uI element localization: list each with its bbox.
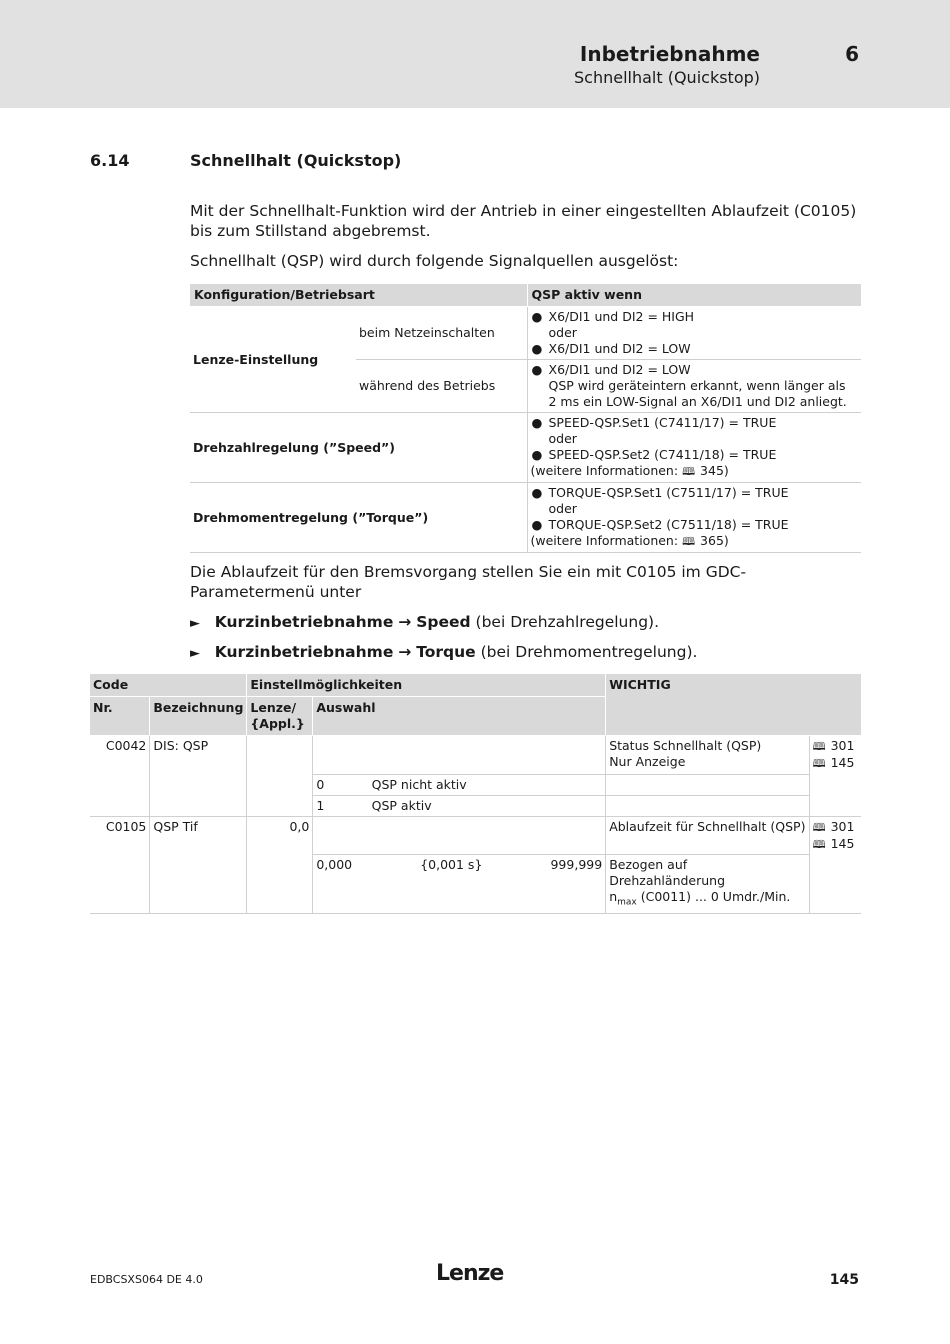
col-header-config: Konfiguration/Betriebsart — [190, 284, 527, 307]
document-code: EDBCSXS064 DE 4.0 — [90, 1273, 203, 1286]
bullet-icon: ● — [531, 447, 543, 462]
book-icon: 🕮 — [812, 757, 826, 770]
bullet-icon: ● — [531, 517, 543, 532]
spacer — [809, 774, 861, 795]
refs-c0105: 🕮 301 🕮 145 — [812, 818, 855, 851]
bullet-icon: ● — [531, 485, 543, 500]
header-code: Code — [90, 674, 247, 697]
col-header-qsp: QSP aktiv wenn — [527, 284, 861, 307]
lenze-logo: Lenze — [436, 1261, 504, 1286]
bullet-icon: ● — [531, 341, 543, 356]
lenze-c0105: 0,0 — [247, 816, 313, 855]
header-name: Bezeichnung — [150, 697, 247, 736]
important-c0105-detail: Bezogen auf Drehzahländerung $n_{max}$ (C0011) ... 0 Umdr./Min. — [606, 855, 809, 914]
spacer — [809, 795, 861, 816]
header-subtitle: Schnellhalt (Quickstop) — [574, 68, 760, 87]
option-text-0: QSP nicht aktiv — [369, 774, 606, 795]
signal-sources-paragraph: Schnellhalt (QSP) wird durch folgende Signalquellen ausgelöst: — [190, 252, 679, 270]
selection-c0105-empty — [313, 816, 606, 855]
arrow-right-icon: ► — [190, 616, 200, 631]
spacer — [606, 774, 809, 795]
book-icon: 🕮 — [682, 465, 696, 478]
spacer — [606, 795, 809, 816]
code-c0105: C0105 — [90, 816, 150, 855]
section-number: 6.14 — [90, 151, 130, 170]
option-value-1: 1 — [313, 795, 369, 816]
power-on-conditions: ● X6/DI1 und DI2 = HIGH oder ● X6/DI1 und DI2 = LOW — [527, 307, 861, 360]
spacer — [90, 795, 150, 816]
section-title: Schnellhalt (Quickstop) — [190, 151, 402, 170]
nav-step-speed: ► Kurzinbetriebnahme → Speed (bei Drehzahlregelung). — [190, 613, 660, 631]
book-icon: 🕮 — [812, 837, 826, 851]
book-icon: 🕮 — [682, 535, 696, 548]
lenze-c0042 — [247, 736, 313, 775]
spacer — [90, 774, 150, 795]
chapter-number: 6 — [845, 42, 859, 66]
bullet-icon: ● — [531, 415, 543, 430]
spacer — [247, 795, 313, 816]
important-c0105: Ablaufzeit für Schnellhalt (QSP) — [606, 816, 809, 855]
parameter-table — [90, 674, 861, 914]
name-c0105: QSP Tif — [150, 816, 247, 855]
option-text-1: QSP aktiv — [369, 795, 606, 816]
arrow-icon: → — [398, 613, 412, 631]
speed-mode-label: Drehzahlregelung (”Speed”) — [190, 413, 527, 483]
ablaufzeit-paragraph: Die Ablaufzeit für den Bremsvorgang stellen Sie ein mit C0105 im GDC-Parametermenü unter — [190, 563, 747, 601]
operation-label: während des Betriebs — [356, 360, 527, 413]
book-icon: 🕮 — [812, 820, 826, 834]
torque-conditions: ● TORQUE-QSP.Set1 (C7511/17) = TRUE oder ● TORQUE-QSP.Set2 (C7511/18) = TRUE (weitere Informationen: 🕮 365) — [527, 483, 861, 553]
torque-mode-label: Drehmomentregelung (”Torque”) — [190, 483, 527, 553]
header-important: WICHTIG — [606, 674, 861, 736]
page-header — [0, 0, 950, 108]
operation-conditions: ● X6/DI1 und DI2 = LOW QSP wird geräteintern erkannt, wenn länger als 2 ms ein LOW-Signal an X6/DI1 und DI2 anliegt. — [527, 360, 861, 413]
name-c0042: DIS: QSP — [150, 736, 247, 775]
arrow-right-icon: ► — [190, 646, 200, 661]
intro-paragraph: Mit der Schnellhalt-Funktion wird der Antrieb in einer eingestellten Ablaufzeit (C0105) bis zum Stillstand abgebremst. — [190, 202, 857, 240]
code-c0042: C0042 — [90, 736, 150, 775]
range-c0105: 0,000 {0,001 s} 999,999 — [313, 855, 606, 914]
spacer — [809, 855, 861, 914]
book-icon: 🕮 — [812, 740, 826, 753]
bullet-icon: ● — [531, 309, 543, 324]
header-settings: Einstellmöglichkeiten — [247, 674, 606, 697]
spacer — [150, 774, 247, 795]
refs-c0042: 🕮 301 🕮 145 — [812, 738, 855, 770]
header-selection: Auswahl — [313, 697, 606, 736]
spacer — [90, 855, 150, 914]
page-number: 145 — [829, 1272, 859, 1288]
option-value-0: 0 — [313, 774, 369, 795]
power-on-label: beim Netzeinschalten — [356, 307, 527, 360]
qsp-trigger-table — [190, 284, 861, 553]
header-lenze-appl: Lenze/ {Appl.} — [247, 697, 313, 736]
selection-c0042-empty — [313, 736, 606, 775]
header-nr: Nr. — [90, 697, 150, 736]
nav-step-torque: ► Kurzinbetriebnahme → Torque (bei Drehmomentregelung). — [190, 643, 698, 661]
header-title: Inbetriebnahme — [579, 42, 760, 66]
arrow-icon: → — [398, 643, 412, 661]
spacer — [247, 855, 313, 914]
spacer — [150, 855, 247, 914]
important-c0042: Status Schnellhalt (QSP) Nur Anzeige — [606, 736, 809, 775]
lenze-setting-label: Lenze-Einstellung — [190, 307, 356, 413]
speed-conditions: ● SPEED-QSP.Set1 (C7411/17) = TRUE oder ● SPEED-QSP.Set2 (C7411/18) = TRUE (weitere Informationen: 🕮 345) — [527, 413, 861, 483]
bullet-icon: ● — [531, 362, 543, 377]
spacer — [247, 774, 313, 795]
spacer — [150, 795, 247, 816]
